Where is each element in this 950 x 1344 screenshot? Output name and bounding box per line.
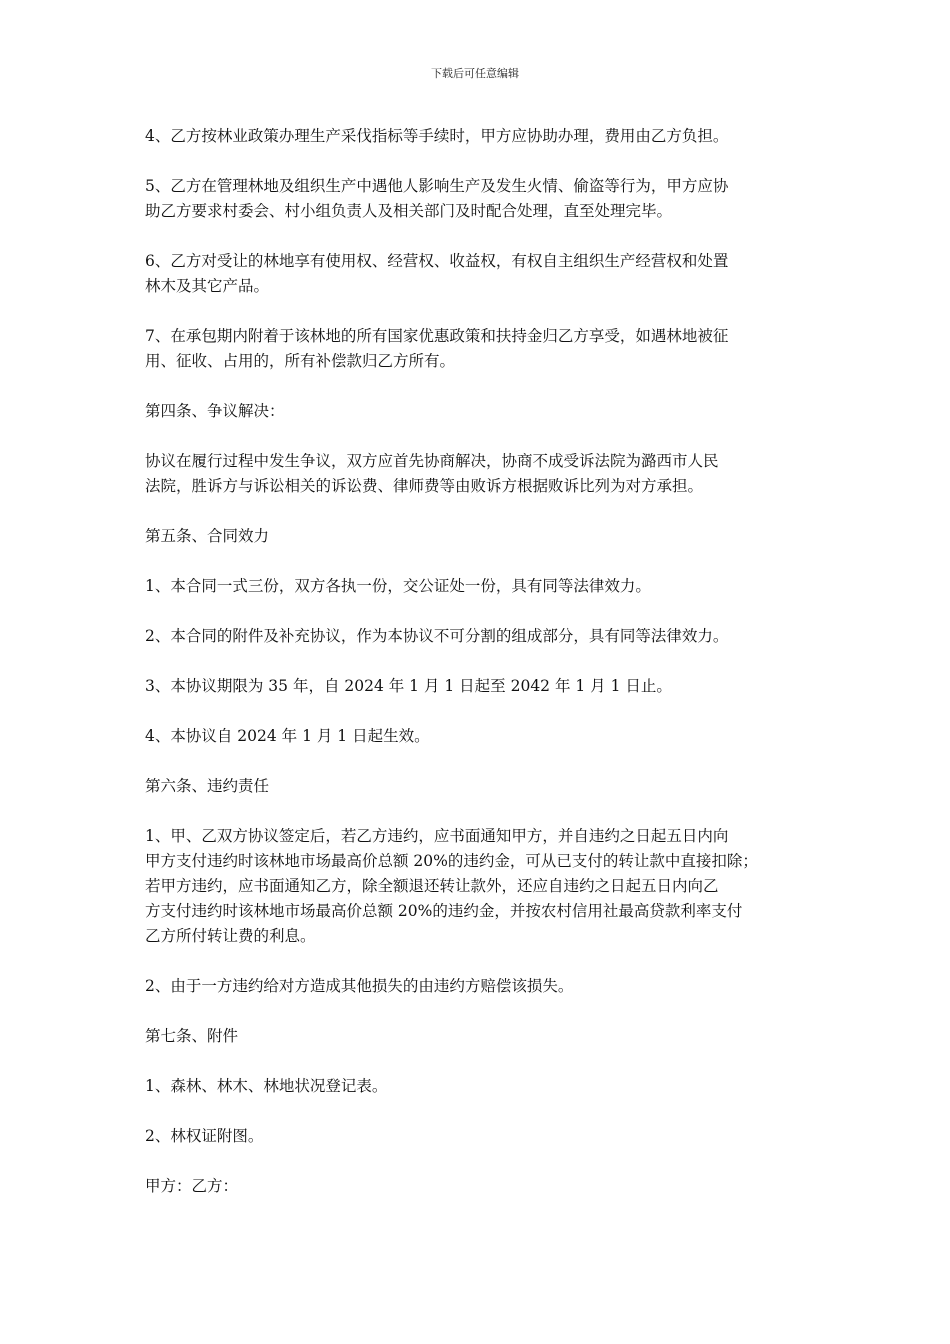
text-line: 乙方所付转让费的利息。 — [145, 927, 316, 945]
paragraph — [145, 1174, 825, 1199]
text-line: 甲方支付违约时该林地市场最高价总额 20%的违约金，可从已支付的转让款中直接扣除； — [145, 852, 758, 870]
paragraph — [145, 1124, 825, 1149]
text-line: 2、林权证附图。 — [145, 1127, 264, 1145]
text-line: 若甲方违约，应书面通知乙方，除全额退还转让款外，还应自违约之日起五日内向乙 — [145, 877, 719, 895]
text-line: 4、本协议自 2024 年 1 月 1 日起生效。 — [145, 727, 430, 745]
paragraph — [145, 324, 825, 374]
text-line: 2、本合同的附件及补充协议，作为本协议不可分割的组成部分，具有同等法律效力。 — [145, 627, 729, 645]
text-line: 方支付违约时该林地市场最高价总额 20%的违约金，并按农村信用社最高贷款利率支付 — [145, 902, 743, 920]
text-line: 林木及其它产品。 — [145, 277, 270, 295]
paragraph — [145, 774, 825, 799]
paragraph — [145, 674, 825, 699]
text-line: 2、由于一方违约给对方造成其他损失的由违约方赔偿该损失。 — [145, 977, 574, 995]
text-line: 第四条、争议解决： — [145, 402, 285, 420]
paragraph — [145, 974, 825, 999]
paragraph — [145, 399, 825, 424]
page-header: 下载后可任意编辑 — [431, 67, 519, 80]
paragraph — [145, 624, 825, 649]
text-line: 法院，胜诉方与诉讼相关的诉讼费、律师费等由败诉方根据败诉比列为对方承担。 — [145, 477, 704, 495]
text-line: 协议在履行过程中发生争议，双方应首先协商解决，协商不成受诉法院为潞西市人民 — [145, 452, 719, 470]
paragraph — [145, 1024, 825, 1049]
paragraph — [145, 724, 825, 749]
paragraph — [145, 249, 825, 299]
text-line: 7、在承包期内附着于该林地的所有国家优惠政策和扶持金归乙方享受，如遇林地被征 — [145, 327, 729, 345]
text-line: 1、本合同一式三份，双方各执一份，交公证处一份，具有同等法律效力。 — [145, 577, 651, 595]
paragraph — [145, 824, 825, 949]
text-line: 第六条、违约责任 — [145, 777, 270, 795]
paragraph — [145, 124, 825, 149]
text-line: 甲方：乙方： — [145, 1177, 239, 1195]
text-line: 第七条、附件 — [145, 1027, 239, 1045]
paragraph — [145, 449, 825, 499]
text-line: 用、征收、占用的，所有补偿款归乙方所有。 — [145, 352, 456, 370]
text-line: 3、本协议期限为 35 年，自 2024 年 1 月 1 日起至 2042 年 1 月 1 日止。 — [145, 677, 672, 695]
text-line: 1、甲、乙双方协议签定后，若乙方违约，应书面通知甲方，并自违约之日起五日内向 — [145, 827, 729, 845]
paragraph — [145, 174, 825, 224]
text-line: 1、森林、林木、林地状况登记表。 — [145, 1077, 388, 1095]
text-line: 5、乙方在管理林地及组织生产中遇他人影响生产及发生火情、偷盗等行为，甲方应协 — [145, 177, 729, 195]
text-line: 助乙方要求村委会、村小组负责人及相关部门及时配合处理，直至处理完毕。 — [145, 202, 673, 220]
text-line: 6、乙方对受让的林地享有使用权、经营权、收益权，有权自主组织生产经营权和处置 — [145, 252, 729, 270]
paragraph — [145, 1074, 825, 1099]
paragraph — [145, 524, 825, 549]
document-body — [145, 124, 825, 1224]
paragraph — [145, 574, 825, 599]
text-line: 4、乙方按林业政策办理生产采伐指标等手续时，甲方应协助办理，费用由乙方负担。 — [145, 127, 729, 145]
text-line: 第五条、合同效力 — [145, 527, 270, 545]
